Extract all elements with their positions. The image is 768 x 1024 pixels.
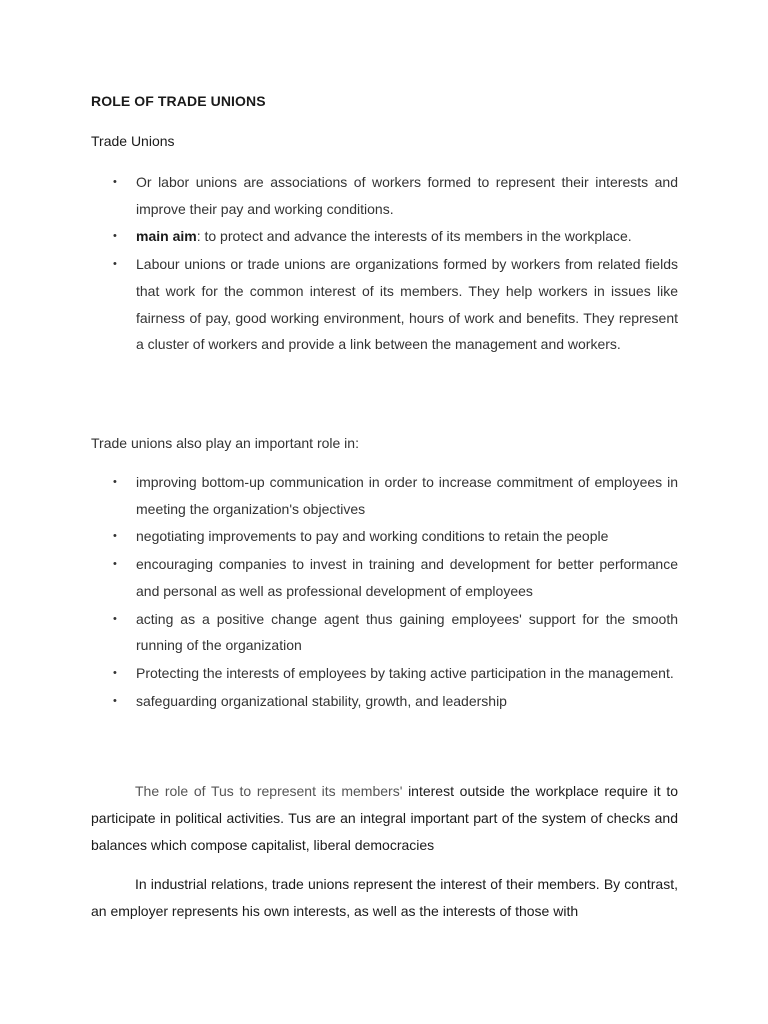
document-title: ROLE OF TRADE UNIONS — [91, 93, 266, 109]
list-item — [91, 251, 678, 358]
list-item — [91, 660, 678, 687]
paragraph-lead: The role of Tus to represent its members' — [135, 783, 403, 799]
bullet-icon: • — [113, 230, 117, 243]
list-item-text: acting as a positive change agent thus gaining employees' support for the smooth running of the organization — [136, 610, 678, 654]
bullet-icon: • — [113, 530, 117, 543]
list-item — [91, 688, 678, 715]
list-item — [91, 523, 678, 550]
list-item — [91, 606, 678, 659]
paragraph-political-role — [91, 778, 678, 859]
bullet-icon: • — [113, 612, 117, 625]
paragraph-industrial-relations: In industrial relations, trade unions represent the interest of their members. By contrast, an employer represents his own interests, as well as the interests of those with — [91, 876, 678, 919]
list-item-text: Protecting the interests of employees by taking active participation in the management. — [136, 664, 674, 681]
list-item — [91, 169, 678, 222]
bullet-icon: • — [113, 176, 117, 188]
bullet-icon: • — [113, 694, 117, 707]
list-item-text: Labour unions or trade unions are organizations formed by workers from related fields that work for the common interest of its members. They help workers in issues like fairness of pay, good working environment, hours of work and benefits. They represent a cluster of workers and provide a link between the management and workers. — [136, 256, 678, 353]
list-item-text: negotiating improvements to pay and working conditions to retain the people — [136, 528, 609, 545]
roles-list — [91, 469, 678, 714]
definition-list — [91, 169, 678, 358]
list-item-text: safeguarding organizational stability, growth, and leadership — [136, 692, 507, 709]
list-item — [91, 551, 678, 604]
bullet-icon: • — [113, 476, 117, 488]
list-item — [91, 469, 678, 522]
list-item-text: improving bottom-up communication in order to increase commitment of employees in meeting the organization's objectives — [136, 474, 678, 517]
bullet-icon: • — [113, 558, 117, 571]
list-item — [91, 223, 678, 250]
list-item-text: encouraging companies to invest in training and development for better performance and personal as well as professional development of employees — [136, 556, 678, 599]
roles-intro: Trade unions also play an important role in: — [91, 435, 359, 451]
list-item-emphasis: main aim — [136, 228, 197, 245]
list-item-text: Or labor unions are associations of workers formed to represent their interests and improve their pay and working conditions. — [136, 174, 678, 217]
paragraph-body: interest outside the workplace require it to participate in political activities. Tus are an integral important part of the system of checks and balances which compose capitalist, liberal democracies — [91, 783, 678, 853]
section-subtitle: Trade Unions — [91, 133, 175, 149]
bullet-icon: • — [113, 666, 117, 679]
list-item-text: : to protect and advance the interests of its members in the workplace. — [196, 228, 632, 245]
bullet-icon: • — [113, 258, 117, 271]
